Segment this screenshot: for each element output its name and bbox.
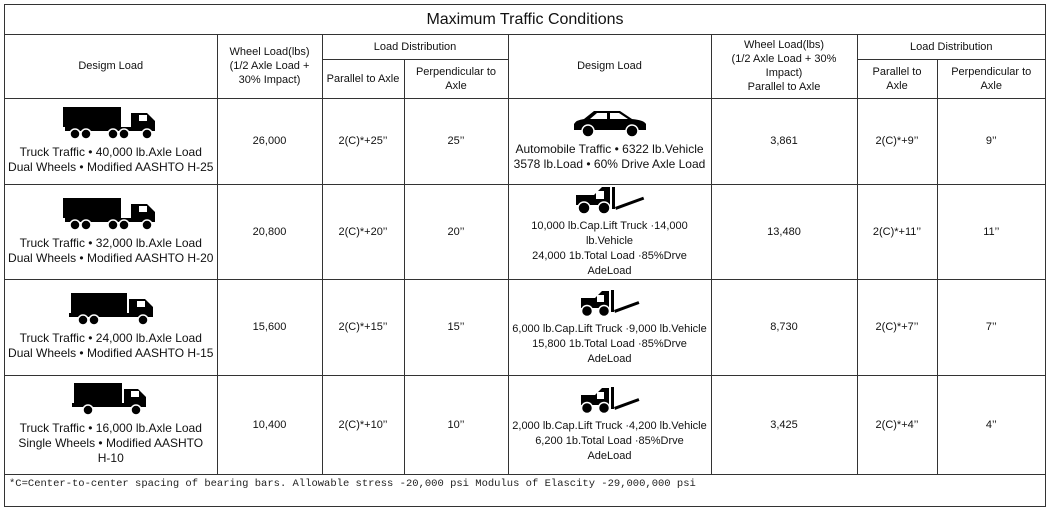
design-load-line2: 24,000 1b.Total Load ·85%Drve: [532, 249, 687, 262]
parallel-cell: 2(C)*+20’’: [322, 184, 404, 279]
design-load-line3: AdeLoad: [587, 264, 632, 277]
design-load-line1: Truck Traffic • 32,000 lb.Axle Load: [19, 235, 202, 250]
design-load-line3: H-10: [97, 451, 124, 465]
wheel-load-cell: 15,600: [217, 279, 322, 375]
design-load-line1: Automobile Traffic • 6322 lb.Vehicle: [515, 142, 704, 156]
design-load-line1: Truck Traffic • 16,000 lb.Axle Load: [19, 421, 202, 435]
design-load-cell: [5, 279, 217, 375]
design-load-line2: 6,200 1b.Total Load ·85%Drve: [535, 435, 684, 447]
table-row: [5, 98, 1045, 184]
perpendicular-cell: 4’’: [937, 375, 1045, 474]
perpendicular-cell: 11’’: [937, 184, 1045, 279]
perpendicular-cell: 7’’: [937, 279, 1045, 375]
design-load-line3: AdeLoad: [587, 450, 632, 462]
table-row: [5, 279, 1045, 375]
header-parallel-right: [857, 59, 937, 98]
header-wheel-load-right-line4: Parallel to Axle: [747, 81, 821, 94]
header-load-distribution-right: Load Distribution: [857, 35, 1045, 59]
wheel-load-cell: 20,800: [217, 184, 322, 279]
header-perpendicular-left: [404, 59, 508, 98]
truck-icon: [61, 291, 161, 327]
parallel-cell: 2(C)*+7’’: [857, 279, 937, 375]
parallel-cell: 2(C)*+10’’: [322, 375, 404, 474]
header-perpendicular-left-line1: Perpendicular to: [415, 65, 497, 78]
wheel-load-cell: 8,730: [711, 279, 857, 375]
forklift-icon: [575, 288, 645, 318]
design-load-line2: Dual Wheels • Modified AASHTO H-20: [8, 250, 214, 265]
header-load-distribution-left: Load Distribution: [322, 35, 508, 59]
table-row: [5, 375, 1045, 474]
page-title: Maximum Traffic Conditions: [5, 5, 1045, 35]
perpendicular-cell: 20’’: [404, 184, 508, 279]
design-load-line2: Single Wheels • Modified AASHTO: [18, 436, 204, 450]
header-parallel-right-line1: Parallel to: [872, 65, 922, 78]
header-wheel-load-right: [711, 35, 857, 98]
perpendicular-cell: 25’’: [404, 98, 508, 184]
design-load-line1: 2,000 lb.Cap.Lift Truck ·4,200 lb.Vehicle: [512, 420, 707, 432]
design-load-line1: 6,000 lb.Cap.Lift Truck ·9,000 lb.Vehicle: [512, 322, 707, 335]
header-design-load-right: Desigm Load: [508, 35, 711, 98]
header-wheel-load-left: [217, 35, 322, 98]
wheel-load-cell: 10,400: [217, 375, 322, 474]
header-wheel-load-left-line1: Wheel Load(lbs): [229, 46, 310, 59]
header-perpendicular-right-line1: Perpendicular to: [951, 65, 1032, 78]
parallel-cell: 2(C)*+15’’: [322, 279, 404, 375]
perpendicular-cell: 9’’: [937, 98, 1045, 184]
design-load-line1: 10,000 lb.Cap.Lift Truck ·14,000 lb.Vehicle: [531, 219, 688, 247]
forklift-icon: [575, 385, 645, 415]
design-load-line2: 15,800 1b.Total Load ·85%Drve: [532, 337, 687, 350]
header-row-1: [5, 35, 1045, 59]
traffic-conditions-table-frame: [4, 4, 1046, 507]
design-load-line2: Dual Wheels • Modified AASHTO H-25: [8, 160, 214, 174]
design-load-cell: [5, 375, 217, 474]
parallel-cell: 2(C)*+11’’: [857, 184, 937, 279]
header-parallel-right-line2: Axle: [886, 79, 908, 92]
header-design-load-left: Desigm Load: [5, 35, 217, 98]
wheel-load-cell: 13,480: [711, 184, 857, 279]
perpendicular-cell: 10’’: [404, 375, 508, 474]
design-load-cell: [508, 279, 711, 375]
design-load-cell: [508, 375, 711, 474]
header-wheel-load-left-line2: (1/2 Axle Load +: [229, 60, 310, 73]
design-load-cell: [508, 184, 711, 279]
header-perpendicular-right: [937, 59, 1045, 98]
wheel-load-cell: 26,000: [217, 98, 322, 184]
car-icon: [570, 108, 650, 138]
design-load-line3: AdeLoad: [587, 352, 632, 365]
header-perpendicular-left-line2: Axle: [445, 79, 467, 92]
design-load-line1: Truck Traffic • 24,000 lb.Axle Load: [19, 331, 202, 345]
parallel-cell: 2(C)*+4’’: [857, 375, 937, 474]
wheel-load-cell: 3,425: [711, 375, 857, 474]
design-load-line2: Dual Wheels • Modified AASHTO H-15: [8, 346, 214, 360]
parallel-cell: 2(C)*+25’’: [322, 98, 404, 184]
header-wheel-load-left-line3: 30% Impact): [238, 74, 301, 87]
design-load-cell: [5, 98, 217, 184]
design-load-line1: Truck Traffic • 40,000 lb.Axle Load: [19, 145, 202, 159]
semi-truck-icon: [61, 105, 161, 141]
design-load-cell: [508, 98, 711, 184]
header-wheel-load-right-line2: (1/2 Axle Load + 30%: [731, 53, 837, 66]
parallel-cell: 2(C)*+9’’: [857, 98, 937, 184]
footnote: *C=Center-to-center spacing of bearing bars. Allowable stress -20,000 psi Modulus of Elascity -29,000,000 psi: [9, 478, 696, 490]
forklift-icon: [570, 185, 650, 215]
design-load-cell: [5, 184, 217, 279]
semi-truck-icon: [61, 196, 161, 232]
perpendicular-cell: 15’’: [404, 279, 508, 375]
header-wheel-load-right-line3: Impact): [765, 67, 803, 80]
header-wheel-load-right-line1: Wheel Load(lbs): [743, 39, 825, 52]
header-parallel-left: Parallel to Axle: [322, 59, 404, 98]
traffic-table: [5, 35, 1045, 475]
box-truck-icon: [66, 381, 156, 417]
wheel-load-cell: 3,861: [711, 98, 857, 184]
design-load-line2: 3578 lb.Load • 60% Drive Axle Load: [513, 157, 706, 171]
header-perpendicular-right-line2: Axle: [980, 79, 1002, 92]
table-row: [5, 184, 1045, 279]
